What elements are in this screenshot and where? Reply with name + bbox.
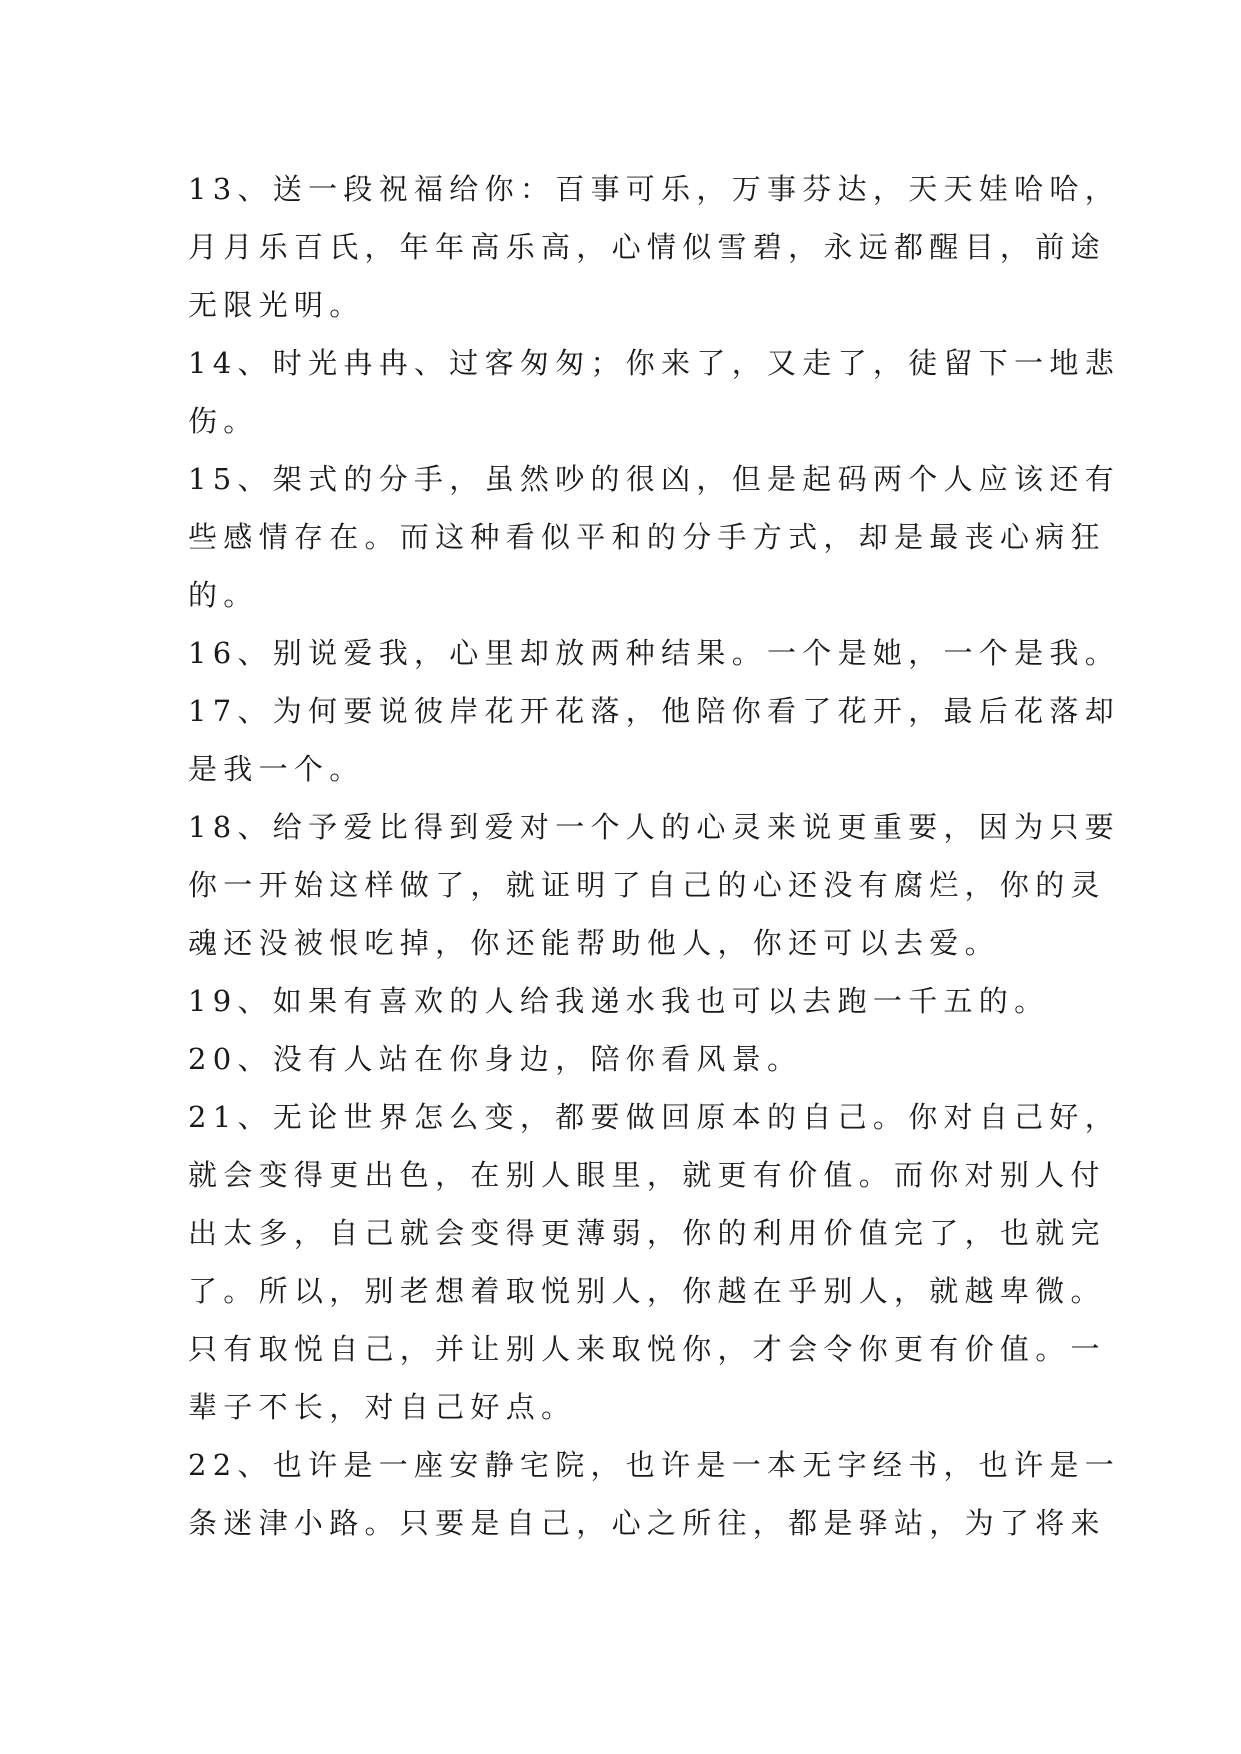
text-line: 辈子不长，对自己好点。 [188,1390,577,1424]
text-line: 22、也许是一座安静宅院，也许是一本无字经书，也许是一 [188,1448,1121,1482]
text-line: 14、时光冉冉、过客匆匆；你来了，又走了，徒留下一地悲 [188,346,1121,380]
text-line: 只有取悦自己，并让别人来取悦你，才会令你更有价值。一 [188,1332,1106,1366]
paragraph-15 [188,450,1121,624]
paragraph-22 [188,1436,1121,1552]
text-line: 无限光明。 [188,288,365,322]
text-line: 你一开始这样做了，就证明了自己的心还没有腐烂，你的灵 [188,868,1106,902]
text-line: 的。 [188,578,259,612]
paragraph-16 [188,624,1121,682]
document-body [188,160,1121,1552]
text-line: 16、别说爱我，心里却放两种结果。一个是她，一个是我。 [188,636,1121,670]
text-line: 20、没有人站在你身边，陪你看风景。 [188,1042,803,1076]
text-line: 条迷津小路。只要是自己，心之所往，都是驿站，为了将来 [188,1506,1106,1540]
text-line: 就会变得更出色，在别人眼里，就更有价值。而你对别人付 [188,1158,1106,1192]
text-line: 19、如果有喜欢的人给我递水我也可以去跑一千五的。 [188,984,1050,1018]
paragraph-14 [188,334,1121,450]
text-line: 21、无论世界怎么变，都要做回原本的自己。你对自己好， [188,1100,1121,1134]
paragraph-19 [188,972,1068,1030]
text-line: 13、送一段祝福给你：百事可乐，万事芬达，天天娃哈哈， [188,172,1121,206]
text-line: 15、架式的分手，虽然吵的很凶，但是起码两个人应该还有 [188,462,1121,496]
text-line: 伤。 [188,404,259,438]
text-line: 17、为何要说彼岸花开花落，他陪你看了花开，最后花落却 [188,694,1121,728]
text-line: 魂还没被恨吃掉，你还能帮助他人，你还可以去爱。 [188,926,1000,960]
text-line: 出太多，自己就会变得更薄弱，你的利用价值完了，也就完 [188,1216,1106,1250]
text-line: 18、给予爱比得到爱对一个人的心灵来说更重要，因为只要 [188,810,1121,844]
paragraph-21 [188,1088,1121,1436]
paragraph-20 [188,1030,1068,1088]
paragraph-13 [188,160,1121,334]
text-line: 了。所以，别老想着取悦别人，你越在乎别人，就越卑微。 [188,1274,1106,1308]
paragraph-18 [188,798,1121,972]
text-line: 是我一个。 [188,752,365,786]
text-line: 月月乐百氏，年年高乐高，心情似雪碧，永远都醒目，前途 [188,230,1106,264]
text-line: 些感情存在。而这种看似平和的分手方式，却是最丧心病狂 [188,520,1106,554]
paragraph-17 [188,682,1121,798]
